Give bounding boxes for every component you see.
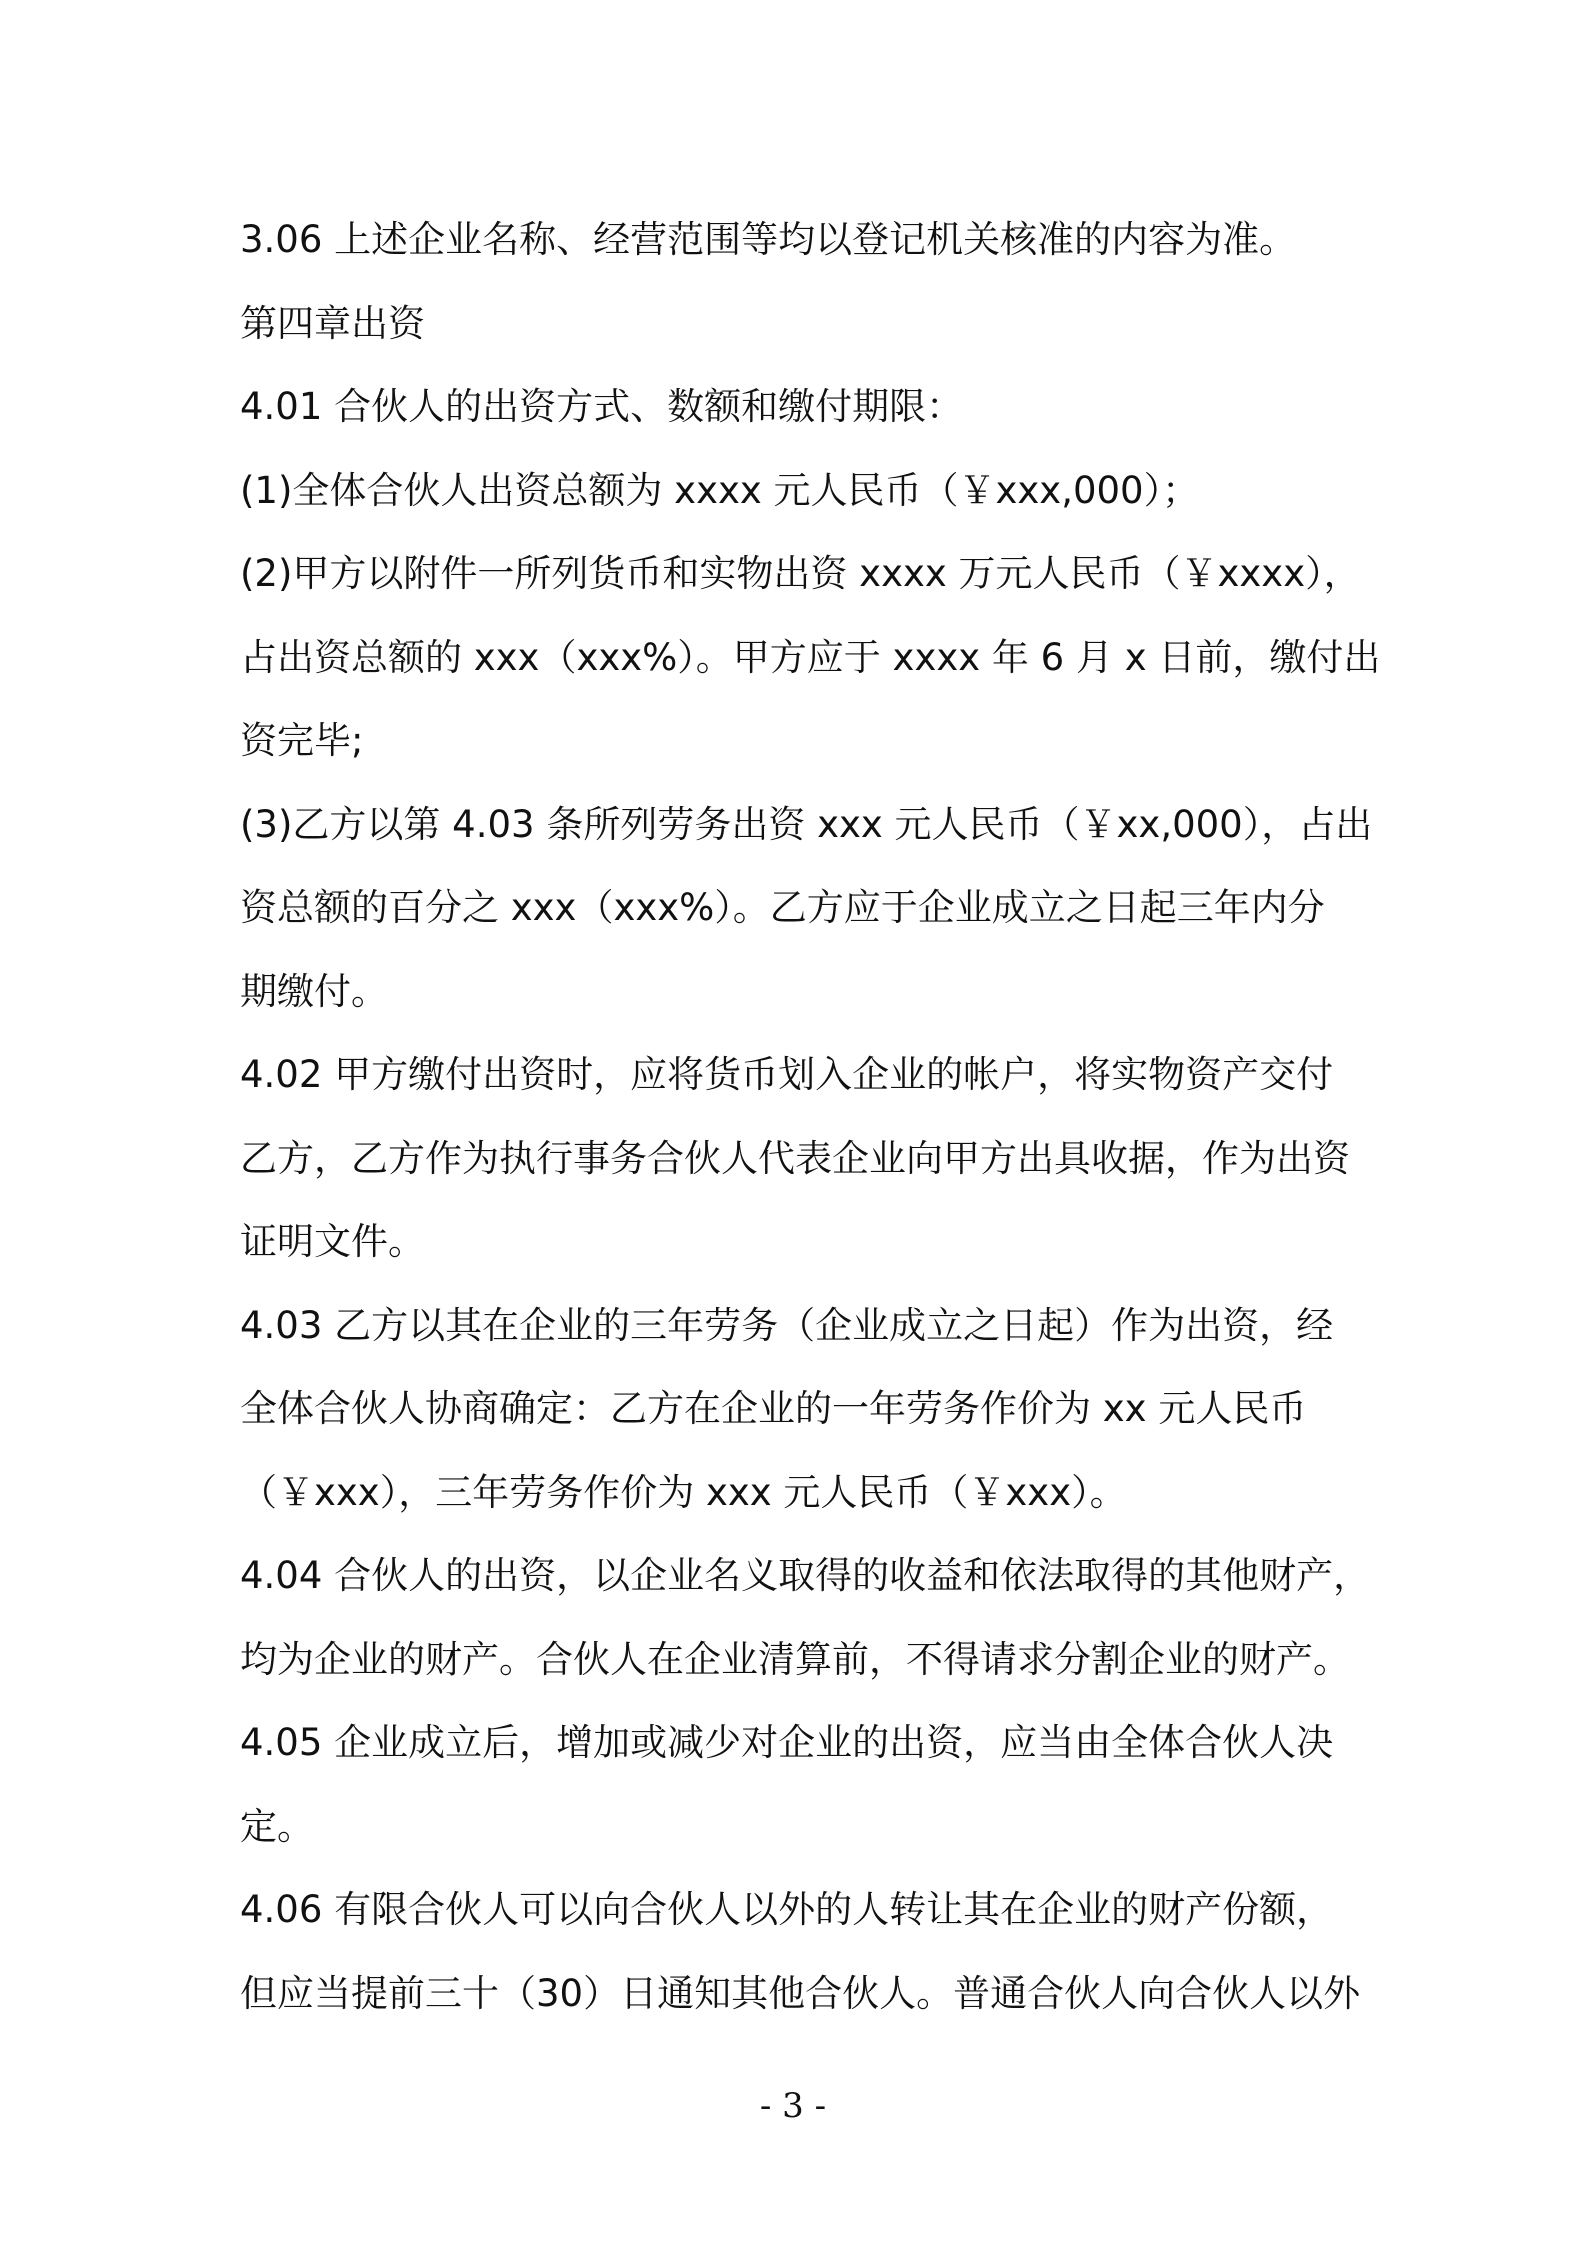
text-line: 3.06 上述企业名称、经营范围等均以登记机关核准的内容为准。 <box>240 218 1297 261</box>
text-line: 4.01 合伙人的出资方式、数额和缴付期限： <box>240 385 964 428</box>
text-line: 乙方，乙方作为执行事务合伙人代表企业向甲方出具收据，作为出资 <box>240 1136 1350 1180</box>
text-line: 资总额的百分之 xxx（xxx%）。乙方应于企业成立之日起三年内分 <box>240 886 1325 929</box>
text-line: (1)全体合伙人出资总额为 xxxx 元人民币（￥xxx,000）； <box>240 468 1200 512</box>
text-line: 占出资总额的 xxx（xxx%）。甲方应于 xxxx 年 6 月 x 日前，缴付出 <box>240 635 1381 679</box>
text-line: 资完毕; <box>240 719 364 762</box>
text-line: 定。 <box>240 1804 314 1848</box>
text-line: 期缴付。 <box>240 969 388 1013</box>
text-line: 均为企业的财产。合伙人在企业清算前，不得请求分割企业的财产。 <box>240 1637 1350 1681</box>
text-line: 4.02 甲方缴付出资时，应将货币划入企业的帐户，将实物资产交付 <box>240 1053 1334 1096</box>
text-line: (2)甲方以附件一所列货币和实物出资 xxxx 万元人民币（￥xxxx）， <box>240 552 1361 595</box>
text-line: （￥xxx），三年劳务作价为 xxx 元人民币（￥xxx）。 <box>240 1470 1127 1514</box>
page-number: - 3 - <box>759 2086 827 2126</box>
text-line: 4.04 合伙人的出资，以企业名义取得的收益和依法取得的其他财产， <box>240 1554 1371 1597</box>
text-line: 证明文件。 <box>240 1220 425 1263</box>
text-line: 4.05 企业成立后，增加或减少对企业的出资，应当由全体合伙人决 <box>240 1721 1334 1764</box>
text-line: 但应当提前三十（30）日通知其他合伙人。普通合伙人向合伙人以外 <box>240 1971 1361 2015</box>
document-body <box>240 198 1381 2035</box>
text-line: 4.06 有限合伙人可以向合伙人以外的人转让其在企业的财产份额， <box>240 1888 1334 1931</box>
text-line: 4.03 乙方以其在企业的三年劳务（企业成立之日起）作为出资，经 <box>240 1303 1334 1347</box>
chapter-heading: 第四章出资 <box>240 301 425 345</box>
text-line: 全体合伙人协商确定：乙方在企业的一年劳务作价为 xx 元人民币 <box>240 1387 1307 1430</box>
text-line: (3)乙方以第 4.03 条所列劳务出资 xxx 元人民币（￥xx,000），占出 <box>240 802 1373 846</box>
